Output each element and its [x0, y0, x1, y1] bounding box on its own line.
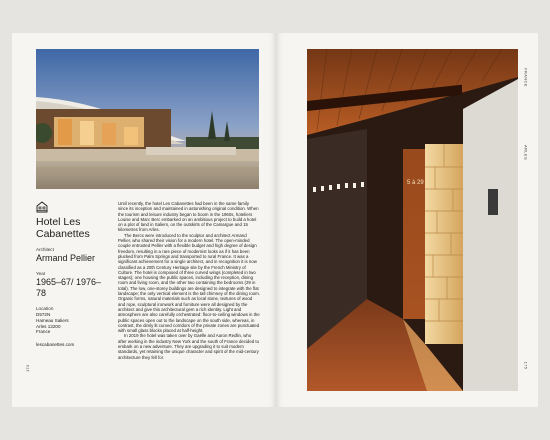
location-line: Hameau Saliers [36, 317, 69, 323]
hotel-corridor-photo [307, 49, 518, 391]
architect-name: Armand Pellier [36, 253, 96, 263]
year-value: 1965–67/ 1976–78 [36, 277, 102, 298]
website-link[interactable]: lescabanettes.com [36, 342, 75, 348]
body-paragraph: In 2019 the hotel was taken over by Gaëlle and Aaron Redlin, who after working in the industry New York and the south of France decided to embark on a new adventure. They are upgrading it to suit modern standards, yet retaining the unique character and spirit of the mid-century architecture they fell for. [118, 333, 260, 360]
building-icon [36, 201, 48, 213]
right-page [276, 33, 538, 407]
location-line: Arles 13200 [36, 323, 61, 329]
body-paragraph: The Bercs were introduced to the sculptor and architect Armand Pellier, who shared their vision for a modern hotel. The open-minded couple entrusted Pellier with a flexible budget and high degree of design freedom, resulting in a rare piece of modernist looks as if it has been plucked from Palm Springs and transported to rural France. It was a significant achievement for a single architect, and in recognition it is now classified as a 20th Century Heritage site by the French Ministry of Culture. The hotel is composed of three curved wings (completed in two stages); one housing the public spaces, including the reception, dining room and living room, and the other two containing the bedrooms (29 in total). The low, one-storey buildings are designed to integrate with the flat landscape; the only vertical element is the tall chimney of the dining room. Organic forms, natural materials such as local stone, textures of wood and rope, sculptural ironwork and furniture were all designed by the architect and give this architectural gem a rich identity. Light and atmosphere are also carefully orchestrated: floor-to-ceiling windows in the public spaces open out to the landscape on the south side, whereas, in contrast, the dimly lit curved corridors of the private zones are punctuated with small glass blocks placed at half-height. [118, 232, 260, 334]
hotel-corridor-image [307, 49, 518, 391]
location-label: Location [36, 306, 54, 311]
door-sign: 5 à 29 [407, 180, 424, 186]
hotel-info-sidebar [36, 201, 108, 348]
side-label-city: ARLES [523, 144, 529, 161]
architect-label: Architect [36, 247, 54, 252]
article-body [118, 201, 260, 360]
hotel-exterior-image [36, 49, 259, 189]
year-label: Year [36, 271, 46, 276]
page-number-right: 175 [523, 361, 529, 370]
page-number-left: 174 [24, 365, 30, 372]
left-page [12, 33, 276, 407]
hotel-exterior-photo [36, 49, 259, 189]
body-paragraph: Until recently, the hotel Les Cabanettes had been in the same family since its inception and maintained in astonishing original condition. When the tourism and leisure industry began to boom in the 1960s, hoteliers Louise and Marc Berc embarked on an ambitious project to build a hotel on a plot of land in Saliers, on the outskirts of the Camargue and 15 kilometres from Arles. [118, 201, 259, 233]
side-label-country: FRANCE [523, 68, 529, 87]
location-line: France [36, 329, 51, 335]
hotel-name: Hotel Les Cabanettes [36, 216, 90, 240]
location-line: D572N [36, 312, 51, 317]
